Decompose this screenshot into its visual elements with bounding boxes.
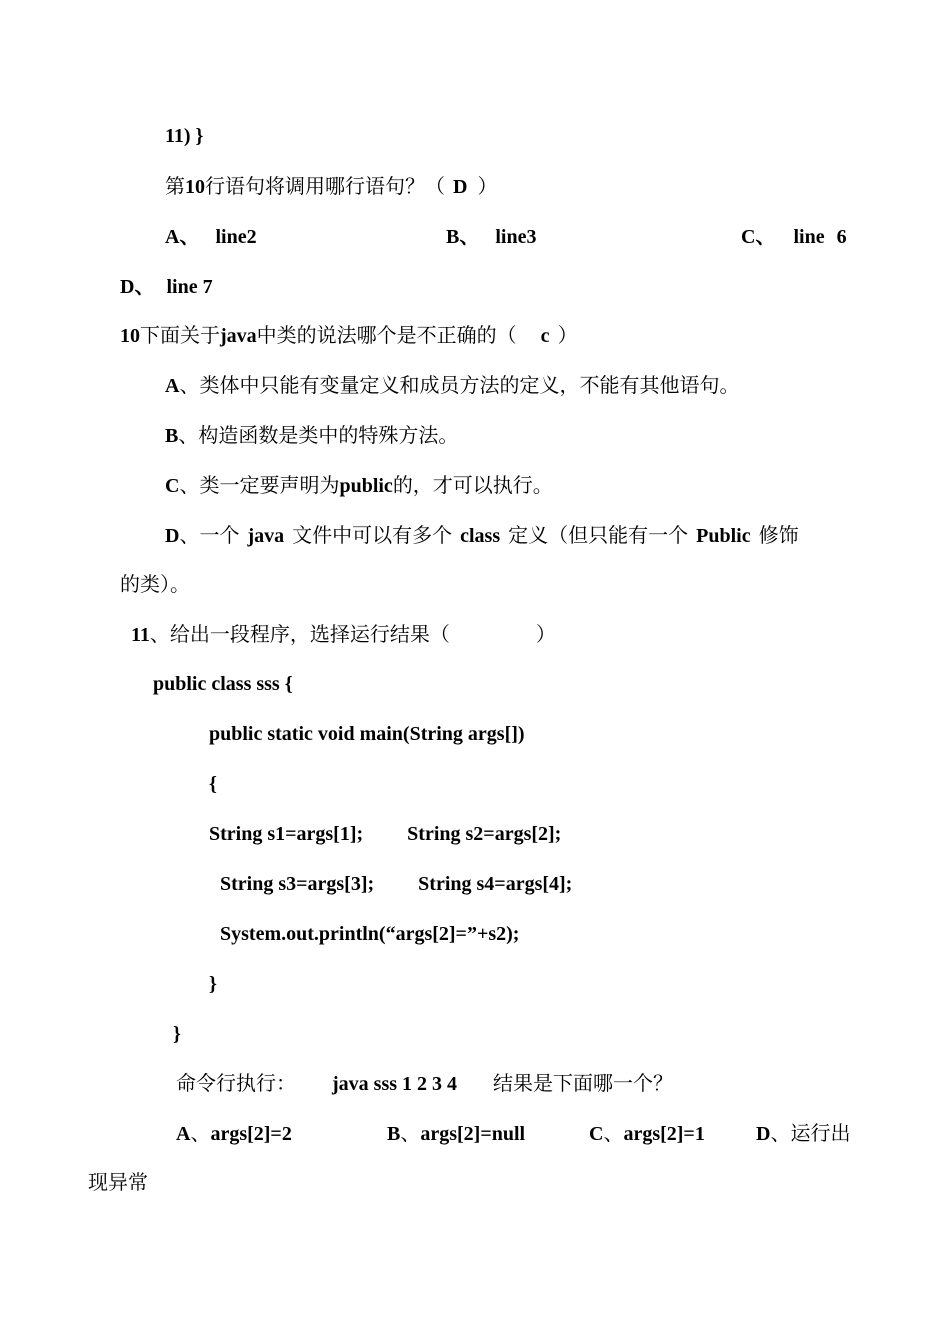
option-text: args[2]=2	[210, 1123, 292, 1145]
question-number: 10	[120, 325, 140, 347]
answer: D	[453, 176, 468, 198]
question-11-option-d-continued: 现异常	[88, 1170, 148, 1194]
text: ）	[535, 622, 556, 646]
code-line-class-declaration: public class sss {	[153, 673, 293, 695]
option-letter: B、	[446, 226, 480, 248]
code-line-s1-s2	[209, 820, 561, 848]
option-text: 、构造函数是类中的特殊方法。	[178, 423, 459, 447]
option-separator: 、	[400, 1121, 421, 1145]
option-letter: D	[756, 1123, 771, 1145]
text: 下面关于	[140, 323, 220, 347]
answer: c	[540, 325, 550, 347]
command-text: java sss 1 2 3 4	[332, 1073, 458, 1095]
code-statement: String s3=args[3];	[220, 873, 375, 895]
question-10-stem	[120, 321, 578, 350]
code-statement: String s2=args[2];	[407, 823, 562, 845]
option-text: line 7	[166, 276, 213, 298]
option-text: line2	[215, 226, 257, 248]
code-line-s3-s4	[220, 870, 572, 898]
question-9-option-a	[165, 222, 257, 251]
option-letter: D、	[120, 276, 155, 298]
code-closing-line-11: 11) }	[165, 125, 204, 147]
text: 命令行执行：	[176, 1071, 296, 1095]
question-number: 11	[131, 624, 150, 646]
text: 行语句将调用哪行语句？（	[205, 174, 445, 198]
text: 第	[165, 174, 185, 198]
text: 、给出一段程序，选择运行结果（	[149, 622, 450, 646]
question-10-option-c	[165, 471, 553, 500]
option-letter: C、	[741, 226, 776, 248]
question-9-stem	[165, 172, 497, 201]
option-letter: A	[176, 1123, 191, 1145]
option-letter: A	[165, 375, 180, 397]
question-10-option-a	[165, 371, 739, 400]
question-9-option-d	[120, 272, 213, 301]
option-letter: D	[165, 525, 180, 547]
option-letter: C	[165, 475, 180, 497]
code-statement: String s1=args[1];	[209, 823, 364, 845]
option-text: java	[247, 525, 285, 547]
option-separator: 、	[190, 1121, 211, 1145]
text: 中类的说法哪个是不正确的（	[256, 323, 517, 347]
option-text: args[2]=null	[420, 1123, 526, 1145]
code-line-open-brace: {	[209, 773, 217, 795]
option-text: args[2]=1	[623, 1123, 705, 1145]
option-letter: B	[165, 425, 179, 447]
question-11-option-d	[756, 1119, 850, 1148]
option-text: 文件中可以有多个	[292, 523, 453, 547]
text: 结果是下面哪一个？	[493, 1071, 674, 1095]
question-11-option-b	[387, 1119, 525, 1148]
question-11-stem	[131, 620, 556, 649]
option-separator: 、	[603, 1121, 624, 1145]
option-text: public	[339, 475, 393, 497]
option-text: Public	[696, 525, 751, 547]
code-line-println: System.out.println(“args[2]=”+s2);	[220, 923, 520, 945]
code-line-close-brace-method: }	[209, 973, 217, 995]
option-text: 、运行出	[770, 1121, 851, 1145]
option-text: 的，才可以执行。	[392, 473, 553, 497]
text: ）	[477, 174, 498, 198]
question-9-option-c	[741, 222, 847, 251]
question-10-option-d-continued: 的类）。	[120, 572, 190, 596]
code-line-close-brace-class: }	[173, 1023, 181, 1045]
question-10-option-d	[165, 521, 799, 550]
option-text: line	[793, 226, 825, 248]
option-letter: A、	[165, 226, 200, 248]
option-text: 、一个	[179, 523, 240, 547]
question-10-option-b	[165, 421, 458, 450]
question-9-option-b	[446, 222, 536, 251]
text: java	[220, 325, 257, 347]
option-text: 6	[836, 226, 847, 248]
command-line-instruction	[176, 1069, 673, 1098]
question-11-option-c	[589, 1119, 705, 1148]
option-text: line3	[495, 226, 537, 248]
text: 10	[185, 176, 205, 198]
option-text: 修饰	[758, 523, 799, 547]
text: ）	[557, 323, 578, 347]
option-letter: B	[387, 1123, 401, 1145]
option-text: 定义（但只能有一个	[508, 523, 689, 547]
question-11-option-a	[176, 1119, 292, 1148]
option-text: class	[460, 525, 501, 547]
option-letter: C	[589, 1123, 604, 1145]
code-statement: String s4=args[4];	[418, 873, 573, 895]
option-text: 、类一定要声明为	[179, 473, 340, 497]
code-line-main-signature: public static void main(String args[])	[209, 723, 525, 745]
option-text: 、类体中只能有变量定义和成员方法的定义，不能有其他语句。	[179, 373, 740, 397]
